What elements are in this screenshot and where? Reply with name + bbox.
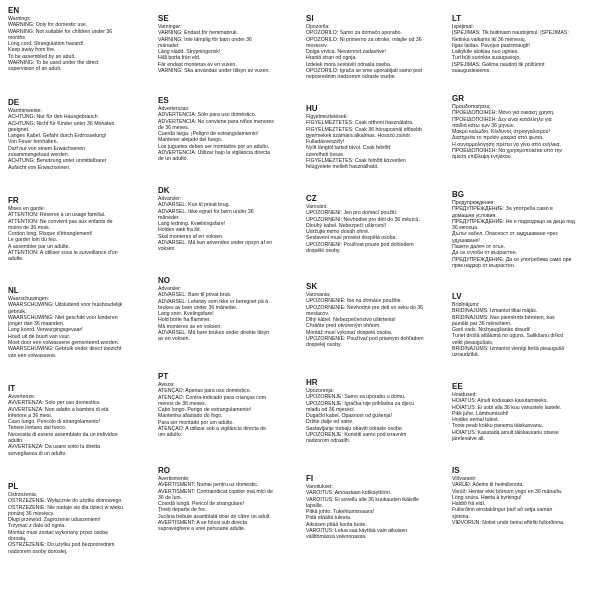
warning-line: Nyílt lángtól tartsd távol. Csak felnőtt xyxy=(306,145,391,152)
warning-line: UPOZORNENIE: Iba na domáce použitie. xyxy=(306,298,403,305)
warning-line: brukes av barn under 36 måneder. xyxy=(158,304,238,311)
warning-line: månader. xyxy=(158,42,180,49)
warning-line: de 36 meses. xyxy=(158,124,190,131)
warning-line: ACHTUNG: Benutzung unter unmittelbarer xyxy=(8,158,107,165)
warning-line: Įspėjimai: xyxy=(452,24,474,30)
warning-line: пряк надзор от възрастен. xyxy=(452,262,516,269)
language-code: CZ xyxy=(306,194,317,203)
warning-line: Да се сглоби от възрастен. xyxy=(452,250,518,257)
warning-block-sk xyxy=(306,282,451,349)
warning-line: VARNING: Ska användas under tillsyn av vuxen. xyxy=(158,68,270,75)
warning-block-bg xyxy=(452,190,597,269)
warning-line: ΠΡΟΕΙΔΟΠΟΙΗΣΗ: Δεν είναι κατάλληλο για xyxy=(452,116,552,123)
language-code: EE xyxy=(452,382,463,391)
warning-line: Advarsler: xyxy=(158,196,182,202)
warning-line: ATTENTION: Ne convient pas aux enfants de xyxy=(8,218,113,225)
warning-line: UPOZORENJE: Samo za uporabu u domu. xyxy=(306,394,406,401)
warning-block-lv xyxy=(452,292,597,359)
language-code: SE xyxy=(158,14,169,23)
warning-line: neposrednim nadzorom odrasle osebe. xyxy=(306,74,396,81)
warning-line: WARNING: To be used under the direct xyxy=(8,60,99,67)
warning-block-cz xyxy=(306,194,451,254)
warning-line: Mises en garde: xyxy=(8,206,45,212)
language-code: LT xyxy=(452,14,462,23)
warning-line: À assembler par un adulte. xyxy=(8,243,70,250)
language-code: FR xyxy=(8,196,19,205)
warning-line: ADVARSEL: Bare til privat bruk. xyxy=(158,292,232,299)
warning-line: Waarschuwingen: xyxy=(8,296,50,302)
warning-line: Warnhinweise: xyxy=(8,108,42,114)
warning-line: OSTRZEŻENIE: Do użytku pod bezpośrednim xyxy=(8,542,115,549)
warning-line: HOIATUS: Ainult kodusaks kasutamiseks. xyxy=(452,398,548,405)
warning-line: Turi būti surinkta suaugusiojo. xyxy=(452,55,521,62)
warning-line: Hoidke eemal tulest. xyxy=(452,417,499,424)
warning-line: suaugusiesiems. xyxy=(452,68,491,75)
warning-line: ĮSPĖJIMAS: Tik buitiniam naudojimui. ĮSPĖJIMAS: xyxy=(452,30,569,37)
warning-line: UPOZORNENIE: Používať pod priamym dohľadom xyxy=(306,336,424,343)
warning-line: mesecev. xyxy=(306,42,328,49)
warning-line: Pikk juhe. Lämbumisoht! xyxy=(452,410,509,417)
warning-line: VARNING: Endast för hemmabruk. xyxy=(158,30,239,37)
warning-line: WAARSCHUWING: Uitsluitend voor huishoudelijk xyxy=(8,302,123,309)
warning-line: FIGYELMEZTETÉS: Csak 36 hónaposnál idősebb xyxy=(306,126,422,133)
warning-line: Țineți departe de foc. xyxy=(158,507,207,514)
warning-line: Avisos: xyxy=(158,382,175,388)
warning-block-ee xyxy=(452,382,597,442)
warning-line: Mantenha afastado do fogo. xyxy=(158,413,223,420)
language-code: IT xyxy=(8,384,16,393)
warning-line: BRĪDINĀJUMS: Izmantot vienīgi tiešā pieaugušā xyxy=(452,346,565,353)
warning-line: sjónina. xyxy=(452,513,470,520)
warning-line: dospělé osoby. xyxy=(306,248,341,255)
warning-line: Varovania: xyxy=(306,292,331,298)
warning-block-lt xyxy=(452,14,597,74)
warning-block-en xyxy=(8,6,153,73)
warning-line: VARÚÐ: Aðeins til heimilisnota. xyxy=(452,482,524,489)
warning-line: sorveglianza di un adulto. xyxy=(8,450,67,457)
warning-line: FIGYELMEZTETÉS: Csak felnőtt közvetlen xyxy=(306,158,406,165)
warning-line: VAROITUS: Ei sovellu alle 36 kuukauden ikäisille xyxy=(306,496,419,503)
warning-line: Udržujte mimo dosah ohně. xyxy=(306,229,370,236)
warning-line: Дълъг кабел. Опасност от задушаване чрез xyxy=(452,231,558,238)
warning-line: mlađu od 36 mjeseci. xyxy=(306,406,356,413)
language-code: HU xyxy=(306,104,318,113)
warning-line: Montáž musí vykonať dospelá osoba. xyxy=(306,329,393,336)
warning-line: nadzorom odraslih. xyxy=(306,438,351,445)
warning-line: WARNING: Only for domestic use. xyxy=(8,22,88,29)
warning-line: AVERTISMENT: A se folosi sub directa xyxy=(158,520,247,527)
warning-line: ADVARSEL: Må bare brukes under direkte tilsyn xyxy=(158,330,270,337)
warning-line: HOIATUS: Kasutada ainult täiskasvanu otsese xyxy=(452,429,559,436)
warning-line: ADVARSEL: Leketøy som ikke er beregnet på å xyxy=(158,298,269,305)
warning-line: Avvertenze: xyxy=(8,394,36,400)
warning-line: supervision of an adult. xyxy=(8,66,62,73)
warning-line: Laikykite atokiau nuo ugnies. xyxy=(452,49,519,56)
warning-line: Turiet drošā attālumā no uguns. Salikšanu drīkst xyxy=(452,333,564,340)
warning-line: Mantener alejado del fuego. xyxy=(158,137,223,144)
warning-line: Sestavení musí provést dospělá osoba. xyxy=(306,235,397,242)
warning-line: järelevalve all. xyxy=(452,436,485,443)
warning-line: ПРЕДУПРЕЖДЕНИЕ: Да се употребява само при xyxy=(452,256,572,263)
warning-line: Długi przewód. Zagrożenie uduszeniem! xyxy=(8,517,101,524)
warning-line: Avertismente: xyxy=(158,476,190,482)
warning-line: Viðvaranir: xyxy=(452,476,477,482)
language-code: FI xyxy=(306,474,314,483)
warning-line: veikt pieaugušais. xyxy=(452,339,494,346)
warning-line: ADVARSEL: Kun til privat brug. xyxy=(158,202,230,209)
warning-block-ro xyxy=(158,466,303,533)
warning-line: Διατηρείτε το προϊόν μακριά από φωτιά. xyxy=(452,135,544,142)
warning-line: BRĪDINĀJUMS: Izmantot tikai mājās. xyxy=(452,308,538,315)
warning-line: Moet door een volwassene gemonteerd worden. xyxy=(8,340,120,347)
warning-line: Cuerda larga. ¡Peligro de estrangulamiento! xyxy=(158,131,259,138)
warning-line: Pidä etäällä tulesta. xyxy=(306,515,352,522)
warning-line: mesiacov. xyxy=(306,310,329,317)
warning-line: Fullorðinn einstaklingur þarf að setja saman xyxy=(452,507,553,514)
warning-line: months. xyxy=(8,34,27,41)
warning-line: Holdes væk fra ild. xyxy=(158,227,201,234)
warning-line: ATENÇÃO: Contra-indicado para crianças com xyxy=(158,394,267,401)
warning-line: ADVERTENCIA: Sólo para uso doméstico. xyxy=(158,112,257,119)
warning-line: av en voksen. xyxy=(158,336,191,343)
warning-line: ATENÇÃO: A utilizar sob a vigilância directa de xyxy=(158,426,267,433)
warning-line: Para ser montado por um adulto. xyxy=(158,419,234,426)
warning-block-hr xyxy=(306,378,451,445)
warning-line: Houd uit de buurt van vuur. xyxy=(8,333,71,340)
warning-line: Los juguetes deben ser montados por un adulto. xyxy=(158,143,270,150)
warning-line: UPOZORNĚNÍ: Jen pro domácí použití. xyxy=(306,210,398,217)
warning-line: Advarsler: xyxy=(158,286,182,292)
warning-line: Ostrzeżenia: xyxy=(8,492,38,498)
warning-line: Η συναρμολόγηση πρέπει να γίνει από ενήλικα. xyxy=(452,141,561,148)
language-code: GR xyxy=(452,94,464,103)
warning-line: Cordon long. Risque d'étranglement! xyxy=(8,231,93,238)
warning-line: WAARSCHUWING: Gebruik onder direct toezicht xyxy=(8,346,122,353)
warning-line: FIGYELMEZTETÉS: Csak otthoni használatra. xyxy=(306,120,414,127)
warning-line: ПРЕДУПРЕЖДЕНИЕ: За употреба само в xyxy=(452,206,553,213)
warning-line: UPOZORNĚNÍ: Používat pouze pod dohledem xyxy=(306,241,414,248)
warning-line: WARNING: Not suitable for children under 36 xyxy=(8,28,113,35)
warning-line: WAARSCHUWING: Niet geschikt voor kinderen xyxy=(8,314,118,321)
language-code: RO xyxy=(158,466,170,475)
warning-line: de un adulto. xyxy=(158,156,188,163)
warning-block-de xyxy=(8,98,153,171)
warning-line: Skal monteres af en voksen. xyxy=(158,233,224,240)
warning-line: Ilgas laidas. Pavojus pasismaugti! xyxy=(452,42,530,49)
warning-line: VAROITUS: Lelua saa käyttää vain aikuisen xyxy=(306,528,408,535)
warning-line: jaunāki par 36 mēnešiem. xyxy=(452,320,512,327)
warning-line: gebruik. xyxy=(8,308,27,315)
warning-line: Предупреждения: xyxy=(452,200,495,206)
warning-line: Pitkä johto. Tukehtumisvaara! xyxy=(306,509,375,516)
warning-line: Toote peab kokku panema täiskasvanu. xyxy=(452,423,544,430)
warning-line: ĮSPĖJIMAS: Galima naudoti tik prižiūrint xyxy=(452,61,545,68)
warning-line: måneder. xyxy=(158,214,180,221)
warning-line: AVERTISMENT: Numai pentru uz domestic. xyxy=(158,482,259,489)
warning-line: AVVERTENZA: Solo per uso domestico. xyxy=(8,400,101,407)
language-code: NL xyxy=(8,286,19,295)
language-code: EN xyxy=(8,6,20,15)
warning-line: Sastavljanje trebaju obaviti odrasle osobe. xyxy=(306,425,404,432)
language-code: DE xyxy=(8,98,20,107)
warning-line: Пазете далеч от огън. xyxy=(452,244,505,251)
warning-line: UPOZORENJE: Koristiti samo pod izravnim xyxy=(306,432,407,439)
language-code: PL xyxy=(8,482,19,491)
warning-line: Držite dalje od vatre. xyxy=(306,419,354,426)
warning-line: VAROITUS: Ainoastaan kotikäyttöön. xyxy=(306,490,392,497)
warning-line: ADVERTENCIA: Utilizar bajo la vigilancia directa xyxy=(158,150,271,157)
warning-line: To be assembled by an adult. xyxy=(8,53,76,60)
warning-block-no xyxy=(158,276,303,343)
warning-line: lapsille. xyxy=(306,502,324,509)
warning-line: ΠΡΟΕΙΔΟΠΟΙΗΣΗ: Να χρησιμοποιείται υπό την xyxy=(452,148,563,155)
warning-line: Cabo longo. Perigo de estrangulamento! xyxy=(158,407,252,414)
language-code: SK xyxy=(306,282,318,291)
warning-line: ПРЕДУПРЕЖДЕНИЕ: Не е подходящо за деца под xyxy=(452,218,575,225)
warning-line: Garš vads. Nožņaugšanās draudi! xyxy=(452,327,531,334)
warning-line: dospelej osoby. xyxy=(306,342,342,349)
warning-line: ATTENTION: À utiliser sous la surveillance d'un xyxy=(8,250,118,257)
warning-line: Keep away from fire. xyxy=(8,47,56,54)
warning-line: inferiore a 36 mesi. xyxy=(8,412,53,419)
warning-line: Hold borte fra flammer. xyxy=(158,317,211,324)
warning-block-pt xyxy=(158,372,303,439)
warning-line: Brīdinājumi: xyxy=(452,302,480,308)
warning-line: ATTENTION: Réservé à un usage familial. xyxy=(8,212,106,219)
warning-line: ACHTUNG: Nur für den Hausgebrauch xyxy=(8,114,98,121)
warning-block-hu xyxy=(306,104,451,171)
warning-line: Må monteres av en voksen. xyxy=(158,323,222,330)
warning-block-gr xyxy=(452,94,597,161)
warning-line: Izdelek mora sestaviti odrasla oseba. xyxy=(306,61,392,68)
language-code: HR xyxy=(306,378,318,387)
warning-line: HOIATUS: Ei sobi alla 36 kuu vanustele lastele. xyxy=(452,404,562,411)
warning-line: Darf nur von einem Erwachsenen xyxy=(8,145,85,152)
warning-line: van een volwassene. xyxy=(8,352,57,359)
warning-line: Warnings: xyxy=(8,16,32,22)
warning-line: άμεση επίβλεψη ενηλίκου. xyxy=(452,154,513,161)
warning-line: Dolga vrvica. Nevarnost zadavitve! xyxy=(306,49,386,56)
warning-line: Netinka vaikams iki 36 mėnesių. xyxy=(452,36,527,43)
warning-line: OPOZORILO: Samo za domačo uporabo. xyxy=(306,30,403,37)
warning-block-es xyxy=(158,96,303,163)
warning-line: OPOZORILO: Igrača se sme uporabljati samo pod xyxy=(306,68,422,75)
warning-line: Προειδοποιήσεις: xyxy=(452,104,492,110)
warning-line: OSTRZEŻENIE: Wyłącznie do użytku domowego. xyxy=(8,498,123,505)
warning-line: Hoiatused: xyxy=(452,392,477,398)
warning-line: szerelheti össze. xyxy=(306,151,345,158)
warning-block-fr xyxy=(8,196,153,263)
warning-block-dk xyxy=(158,186,303,253)
warning-line: Dlouhý kabel. Nebezpečí uškrcení! xyxy=(306,222,387,229)
warning-line: ADVERTENCIA: No conviene para niños menores xyxy=(158,118,274,125)
warning-line: Lang koord. Verwurgingsgevaar! xyxy=(8,327,83,334)
warning-line: Langes Kabel. Gefahr durch Erdrosselung! xyxy=(8,133,107,140)
warning-line: gyermekek számára alkalmas. Hosszú zsinór. xyxy=(306,132,412,139)
warning-block-is xyxy=(452,466,597,526)
warning-line: Μακρύ καλώδιο. Κίνδυνος στραγγαλισμού! xyxy=(452,129,550,136)
warning-line: UPOZORNĚNÍ: Nevhodné pro děti do 36 měsíců. xyxy=(306,216,420,223)
warning-line: supraveghere a unei persoane adulte. xyxy=(158,526,246,533)
warning-line: menos de 36 meses. xyxy=(158,400,207,407)
warning-line: AVVERTENZA: Da usare sotto la diretta xyxy=(8,444,101,451)
language-code: IS xyxy=(452,466,460,475)
language-code: DK xyxy=(158,186,170,195)
warning-line: Trzymać z dala od ognia. xyxy=(8,523,66,530)
language-code: SI xyxy=(306,14,314,23)
warning-line: Får endast monteras av en vuxen. xyxy=(158,61,237,68)
language-code: ES xyxy=(158,96,169,105)
warning-line: Dugački kabel. Opasnost od gušenja! xyxy=(306,413,392,420)
warning-line: Aikuisen pitää koota tuote. xyxy=(306,521,367,528)
warning-line: Upozorenja: xyxy=(306,388,334,394)
warning-line: Fulladásveszély! xyxy=(306,139,345,146)
warning-line: Cavo lungo. Pericolo di strangolamento! xyxy=(8,419,100,426)
warning-line: Opozorila: xyxy=(306,24,330,30)
warning-block-se xyxy=(158,14,303,74)
warning-line: Tenere lontano dal fuoco. xyxy=(8,425,67,432)
language-code: LV xyxy=(452,292,462,301)
warning-line: удушаване! xyxy=(452,237,480,244)
warning-line: Montaż musi zostać wykonany przez osobę xyxy=(8,529,109,536)
warning-block-fi xyxy=(306,474,451,541)
warning-line: Figyelmeztetések: xyxy=(306,114,348,120)
warning-line: Dlhý kábel. Nebezpečenstvo uškrtenia! xyxy=(306,317,396,324)
warning-line: felügyelete mellett használható. xyxy=(306,164,379,171)
warning-line: moins de 36 mois. xyxy=(8,224,51,231)
warning-line: домашни условия. xyxy=(452,212,497,219)
warning-line: Von Feuer fernhalten. xyxy=(8,139,58,146)
warning-line: AVERTISMENT: Contraindicat copiilor mai mici de xyxy=(158,488,273,495)
warning-line: VARNING: Inte lämplig för barn under 36 xyxy=(158,36,252,43)
warning-line: Jucăria trebuie asamblată doar de către un adult. xyxy=(158,513,271,520)
warning-line: nadzorem osoby dorosłej. xyxy=(8,548,68,555)
warning-line: Long cord. Strangulation hazard! xyxy=(8,41,84,48)
warning-line: voksen. xyxy=(158,246,176,253)
warning-block-nl xyxy=(8,286,153,359)
warning-line: UPOZORENJE: Igračka nije prikladna za djecu xyxy=(306,400,415,407)
warning-line: ADVARSEL: Må kun anvendes under opsyn af en xyxy=(158,240,273,247)
warning-line: Haldið frá eldi. xyxy=(452,501,486,508)
warning-line: Varningar: xyxy=(158,24,182,30)
warning-block-si xyxy=(306,14,451,81)
language-code: NO xyxy=(158,276,170,285)
warning-line: VIÐVÖRUN: Notist undir beinu eftirliti fullorðinna. xyxy=(452,520,565,527)
warning-block-it xyxy=(8,384,153,457)
warning-line: Lang ledning. Kvælningsfare! xyxy=(158,221,226,228)
warning-line: παιδιά κάτω των 36 μηνών. xyxy=(452,122,515,129)
warning-line: Advertencias: xyxy=(158,106,190,112)
warning-line: 36 de luni. xyxy=(158,494,182,501)
warning-line: välittömässä valvonnassa. xyxy=(306,534,367,541)
warning-line: ATENÇÃO: Apenas para uso doméstico. xyxy=(158,388,252,395)
warning-line: um adulto. xyxy=(158,432,183,439)
warning-line: Lång sladd. Strypningsrisk! xyxy=(158,49,221,56)
warning-line: Chráňte pred otvoreným ohňom. xyxy=(306,323,381,330)
language-code: PT xyxy=(158,372,169,381)
warning-line: UPOZORNENIE: Nevhodné pre deti vo veku do 36 xyxy=(306,304,424,311)
warning-line: ΠΡΟΕΙΔΟΠΟΙΗΣΗ: Μόνο για οικιακή χρήση. xyxy=(452,110,555,117)
warning-line: 36 месеца. xyxy=(452,225,479,232)
warning-line: Coardă lungă. Pericol de strangulare! xyxy=(158,501,244,508)
warning-line: Le garder loin du feu. xyxy=(8,237,58,244)
warning-line: Löng snúra. Hætta á kyrkingu! xyxy=(452,494,522,501)
warning-line: Lang snor. Kvelingsfare! xyxy=(158,311,214,318)
warning-line: Håll borta från eld. xyxy=(158,55,201,62)
warning-line: geeignet. xyxy=(8,126,30,133)
warning-line: adulto. xyxy=(8,438,24,445)
warning-line: BRĪDINĀJUMS: Nav piemērots bērniem, kas xyxy=(452,314,555,321)
warning-line: Hraniti stran od ognja. xyxy=(306,55,357,62)
warning-line: dorosłą. xyxy=(8,536,27,543)
warning-line: Varúð: Hentar ekki börnum yngri en 36 mánaða. xyxy=(452,488,563,495)
language-code: BG xyxy=(452,190,464,199)
warning-line: uzraudzībā. xyxy=(452,352,480,359)
warning-line: adulte. xyxy=(8,256,24,263)
warning-block-pl xyxy=(8,482,153,555)
warning-line: OSTRZEŻENIE: Nie nadaje się dla dzieci w wieku xyxy=(8,504,124,511)
warning-line: Varování: xyxy=(306,204,328,210)
warning-line: Varoitukset: xyxy=(306,484,334,490)
warning-line: AVVERTENZA: Non adatto a bambini di età xyxy=(8,406,109,413)
warning-line: poniżej 36 miesięcy. xyxy=(8,510,55,517)
warning-line: Aufsicht von Erwachsenen. xyxy=(8,164,71,171)
warning-line: Necessita di essere assemblato da un individuo xyxy=(8,431,118,438)
warning-line: OPOZORILO: Ni primerno za otroke, mlajše od 36 xyxy=(306,36,422,43)
warning-line: ADVARSEL: Ikke egnet for børn under 36 xyxy=(158,208,254,215)
warning-line: ACHTUNG: Nicht für Kinder unter 36 Monaten xyxy=(8,120,115,127)
warning-line: jonger dan 36 maanden. xyxy=(8,321,65,328)
warning-line: zusammengebaut werden. xyxy=(8,152,70,159)
